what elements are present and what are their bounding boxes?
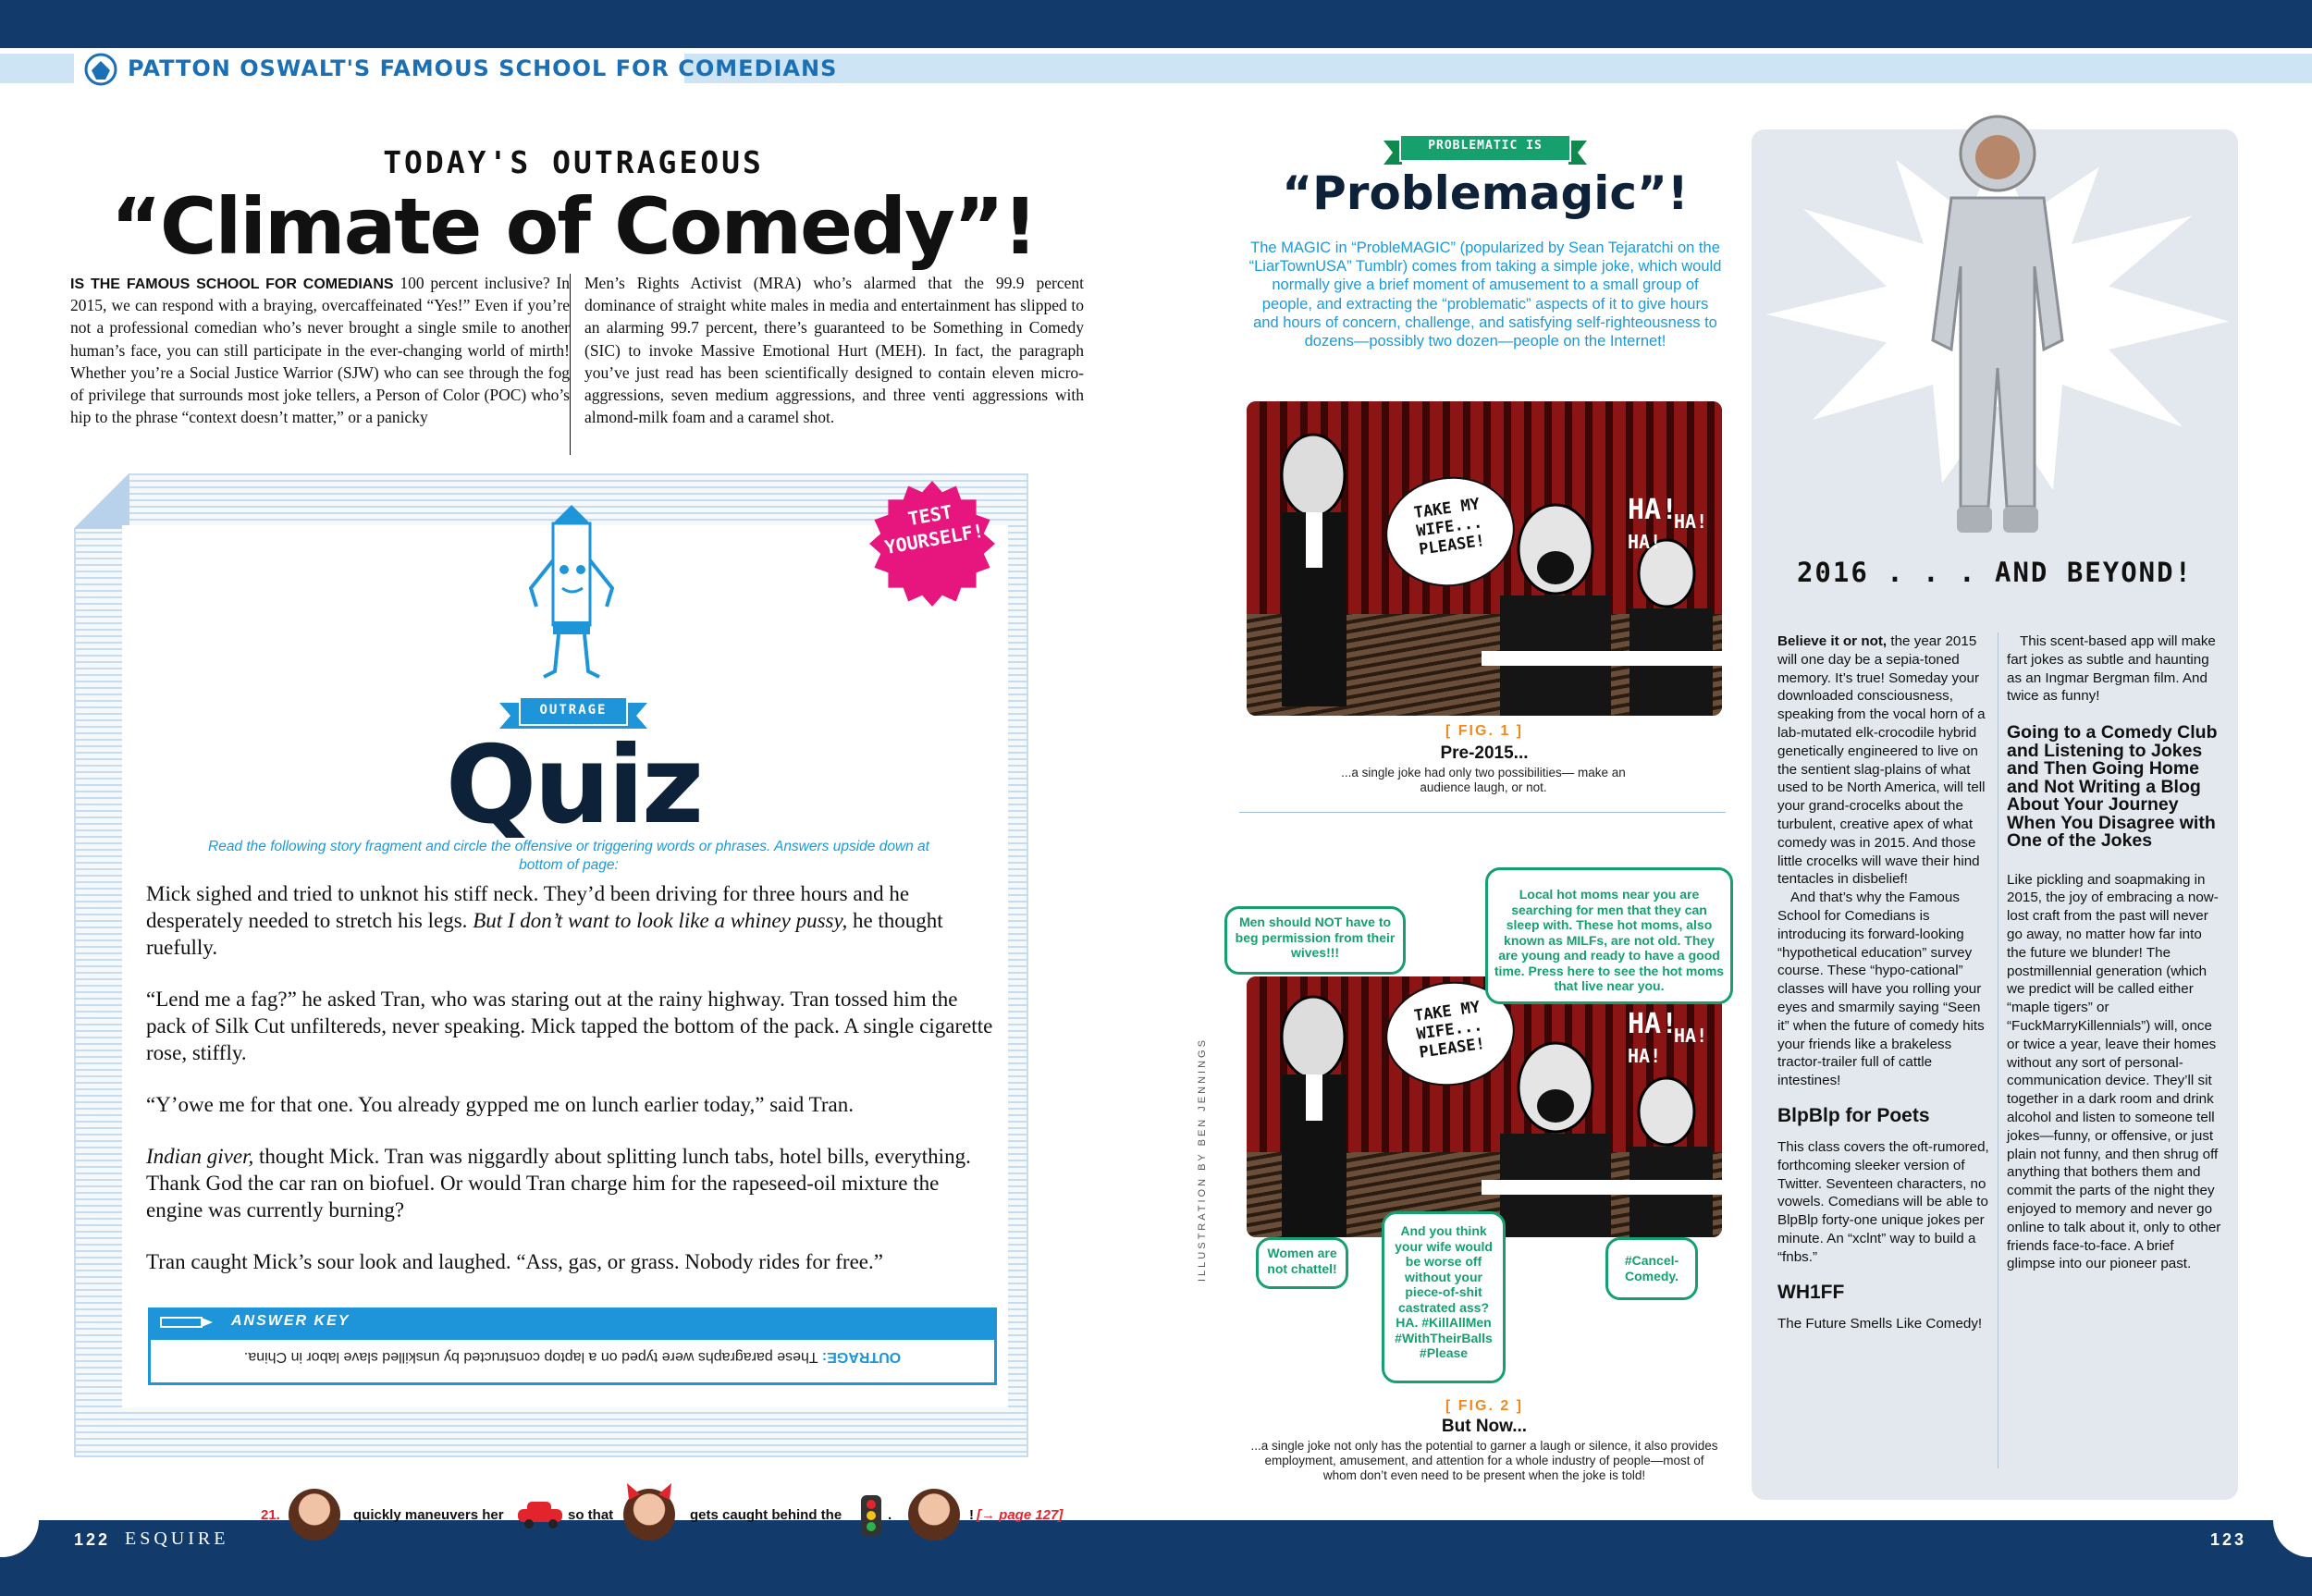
ribbon-label: PROBLEMATIC IS xyxy=(1428,139,1543,153)
figure-title: Pre-2015... xyxy=(1440,743,1529,763)
intro-text-left: 100 percent inclusive? In 2015, we can respond with a braying, overcaffeinated “Yes!” Even if you’re not a professional comedian who’s never brought a single smile to another human’s face, you can still participate in the ever-changing world of mirth! Whether you’re a Social Justice Warrior (SJW) who can see through the fog of privilege that surrounds most joke tellers, a Person of Color (POC) who’s hip to the phrase “context doesn’t matter,” or a panicky xyxy=(70,274,571,427)
column-divider xyxy=(570,274,571,455)
sidebar-paragraph: And that’s why the Famous School for Comedians is introducing its forward-looking “hypothetical education” survey course. These “hypo-cational” classes will have you rolling your eyes and smarmily saying “Seen it” when the future of comedy hits your friends like a brakeless tractor-trailer full of cattle intestines! xyxy=(1777,890,1985,1089)
badge-label: TEST YOURSELF! xyxy=(882,500,986,559)
story-paragraph: “Y’owe me for that one. You already gypped me on lunch earlier today,” said Tran. xyxy=(146,1093,854,1116)
figure-title: But Now... xyxy=(1441,1417,1528,1436)
devil-horns-icon xyxy=(623,1483,675,1502)
comment-bubble: Local hot moms near you are searching for men that they can sleep with. These hot moms, also known as MILFs, are not old. They are young and ready to have a good time. Press here to see the hot moms that live near you. xyxy=(1485,867,1733,1004)
article-headline: “Climate of Comedy”! xyxy=(110,181,1037,272)
sidebar-paragraph: This scent-based app will make fart jokes as subtle and haunting as an Ingmar Bergman film. And twice as funny! xyxy=(2007,633,2216,705)
answer-key-label: ANSWER KEY xyxy=(231,1313,350,1329)
sidebar-subhead: WH1FF xyxy=(1777,1281,1845,1303)
figure-divider xyxy=(1239,812,1726,813)
actress-face-icon xyxy=(908,1489,960,1541)
sidebar-paragraph: The Future Smells Like Comedy! xyxy=(1777,1315,1983,1332)
comedian-figure xyxy=(1258,420,1387,716)
page-number-right: 123 xyxy=(2210,1530,2247,1549)
comedian-figure xyxy=(1258,986,1387,1237)
magazine-name: ESQUIRE xyxy=(125,1528,229,1549)
laugh-text: HA! xyxy=(1628,494,1679,526)
page-fold-corner xyxy=(74,473,129,529)
school-crest-icon xyxy=(83,52,118,87)
story-paragraph: “Lend me a fag?” he asked Tran, who was staring out at the rainy highway. Tran tossed him the pack of Silk Cut unfiltereds, never speaking. Mick tapped the bottom of the pack. A single cigarette rose, stiffly. xyxy=(146,988,993,1064)
story-paragraph: Mick sighed and tried to unknot his stiff neck. They’d been driving for three hours and he desperately needed to stretch his legs. But I don’t want to look like a whiney pussy, he thought ruefully. xyxy=(146,882,943,959)
audience-figures xyxy=(1482,1032,1722,1237)
intro-column-right: Men’s Rights Activist (MRA) who’s alarmed that the 99.9 percent dominance of straight white males in media and entertainment has slipped to an alarming 99.7 percent, there’s guaranteed to be Something in Comedy (SIC) to invoke Massive Emotional Hurt (MEH). In fact, the paragraph you’ve just read has been scientifically designed to contain eleven micro-aggressions, seven medium aggressions, and three venti aggressions with almond-milk foam and a caramel shot. xyxy=(584,274,1084,427)
puzzle-number: 21. xyxy=(261,1507,280,1523)
page-number-left: 122 xyxy=(74,1530,111,1549)
astronaut-figure xyxy=(1905,109,2090,544)
sidebar-paragraph: Believe it or not, the year 2015 will one day be a sepia-toned memory. It’s true! Someday your downloaded consciousness, speaking from the vocal horn of a lab-mutated elk-crocodile hybrid genetically engineered to live on the sentient slag-plains of what used to be North America, will tell your grand-crocelks about the turbulent, creative apex of what comedy was in 2015. And those little crocelks will wave their hind tentacles in disbelief! xyxy=(1777,633,1986,888)
puzzle-text: quickly maneuvers her xyxy=(353,1507,504,1523)
puzzle-text: gets caught behind the xyxy=(690,1507,842,1523)
sidebar-subhead: BlpBlp for Poets xyxy=(1777,1104,1930,1126)
laugh-text: HA! xyxy=(1674,510,1708,533)
comment-bubble: Men should NOT have to beg permission from their wives!!! xyxy=(1224,906,1406,975)
emoji-puzzle-strip: 21. quickly maneuvers her so that gets caught behind the . ! [→ page 127] xyxy=(250,1489,1082,1542)
article-kicker: TODAY'S OUTRAGEOUS xyxy=(383,144,764,180)
story-fragment xyxy=(146,880,1001,1300)
laugh-text: HA! xyxy=(1628,1045,1662,1067)
top-bar xyxy=(0,0,2312,48)
comic-panel-1 xyxy=(1247,401,1722,716)
pencil-icon xyxy=(159,1313,215,1332)
figure-number: [ FIG. 1 ] xyxy=(1445,723,1523,739)
sidebar-title: 2016 . . . AND BEYOND! xyxy=(1796,557,2194,588)
story-paragraph: Indian giver, thought Mick. Tran was niggardly about splitting lunch tabs, hotel bills, everything. Thank God the car ran on biofuel. Or would Tran charge him for the rapeseed-oil mixture the engine was currently burning? xyxy=(146,1145,971,1222)
puzzle-text: ! xyxy=(969,1507,974,1523)
problemagic-title: “Problemagic”! xyxy=(1282,166,1689,220)
speech-bubble: TAKE MY WIFE... PLEASE! xyxy=(1378,469,1521,595)
pencil-mascot-icon xyxy=(518,505,629,686)
intro-lead: IS THE FAMOUS SCHOOL FOR COMEDIANS xyxy=(70,276,394,292)
comment-bubble: #Cancel-Comedy. xyxy=(1605,1237,1698,1300)
answer-key-text: OUTRAGE: These paragraphs were typed on a laptop constructed by unskilled slave labor in China. xyxy=(243,1349,902,1365)
section-title: PATTON OSWALT'S FAMOUS SCHOOL FOR COMEDIANS xyxy=(128,55,838,81)
figure-caption: ...a single joke not only has the potential to garner a laugh or silence, it also provides employment, amusement, and attention for a whole industry of people—most of whom don’t even need to be present when the joke is told! xyxy=(1250,1439,1718,1482)
comic-panel-2 xyxy=(1247,976,1722,1237)
illustration-credit: ILLUSTRATION BY BEN JENNINGS xyxy=(1197,1037,1208,1282)
comment-bubble: And you think your wife would be worse off without your piece-of-shit castrated ass? HA. #KillAllMen #WithTheirBalls #Please xyxy=(1382,1211,1506,1383)
red-car-icon xyxy=(514,1500,566,1529)
quiz-title: Quiz xyxy=(445,723,702,848)
traffic-light-icon xyxy=(860,1494,882,1537)
sidebar-paragraph: This class covers the oft-rumored, forthcoming sleeker version of Twitter. Seventeen characters, no vowels. Comedians will be able to BlpBlp forty-one unique jokes per minute. An “xclnt” way to build a “fnbs.” xyxy=(1777,1138,1989,1265)
sidebar-column-right xyxy=(2007,632,2221,1273)
actress-face-icon xyxy=(289,1489,340,1541)
speech-bubble: TAKE MY WIFE... PLEASE! xyxy=(1379,976,1521,1094)
problemagic-body: The MAGIC in “ProbleMAGIC” (popularized by Sean Tejaratchi on the “LiarTownUSA” Tumblr) comes from taking a simple joke, which would normally give a brief moment of amusement to a small group of people, and extracting the “problematic” aspects of it to give hours and hours of concern, challenge, and satisfying self-righteousness to dozens—possibly two dozen—people on the Internet! xyxy=(1248,239,1722,350)
sidebar-subhead: Going to a Comedy Club and Listening to Jokes and Then Going Home and Not Writing a Blog About Your Journey When You Disagree with One of the Jokes xyxy=(2007,722,2218,852)
laugh-text: HA! xyxy=(1628,531,1662,553)
figure-caption: ...a single joke had only two possibilities— make an audience laugh, or not. xyxy=(1341,766,1626,794)
sidebar-paragraph: Like pickling and soapmaking in 2015, the joy of embracing a now-lost craft from the past will never go away, no matter how far into the future we blunder! The postmillennial generation (which we predict will be called either “maple tigers” or “FuckMarryKillennials”) will, once or twice a year, leave their homes without any sort of personal-communication device. They’ll sit together in a dark room and drink alcohol and listen to someone tell jokes—funny, or offensive, or just plain not funny, and then shrug off anything that bothers them and commit the parts of the night they enjoyed to memory and never go online to talk about it, only to other friends face-to-face. A brief glimpse into our pioneer past. xyxy=(2007,871,2221,1272)
ribbon-label: OUTRAGE xyxy=(539,703,608,718)
figure-number: [ FIG. 2 ] xyxy=(1445,1398,1523,1414)
sidebar-column-left xyxy=(1777,632,1992,1332)
puzzle-text: so that xyxy=(568,1507,614,1523)
laugh-text: HA! xyxy=(1628,1008,1679,1040)
intro-column-left xyxy=(70,272,570,428)
comment-bubble: Women are not chattel! xyxy=(1256,1237,1348,1289)
story-paragraph: Tran caught Mick’s sour look and laughed. “Ass, gas, or grass. Nobody rides for free.” xyxy=(146,1250,883,1273)
page-link[interactable]: [→ page 127] xyxy=(977,1507,1064,1523)
laugh-text: HA! xyxy=(1674,1025,1708,1047)
quiz-instructions: Read the following story fragment and circle the offensive or triggering words or phrases. Answers upside down at bottom of page: xyxy=(208,839,929,873)
